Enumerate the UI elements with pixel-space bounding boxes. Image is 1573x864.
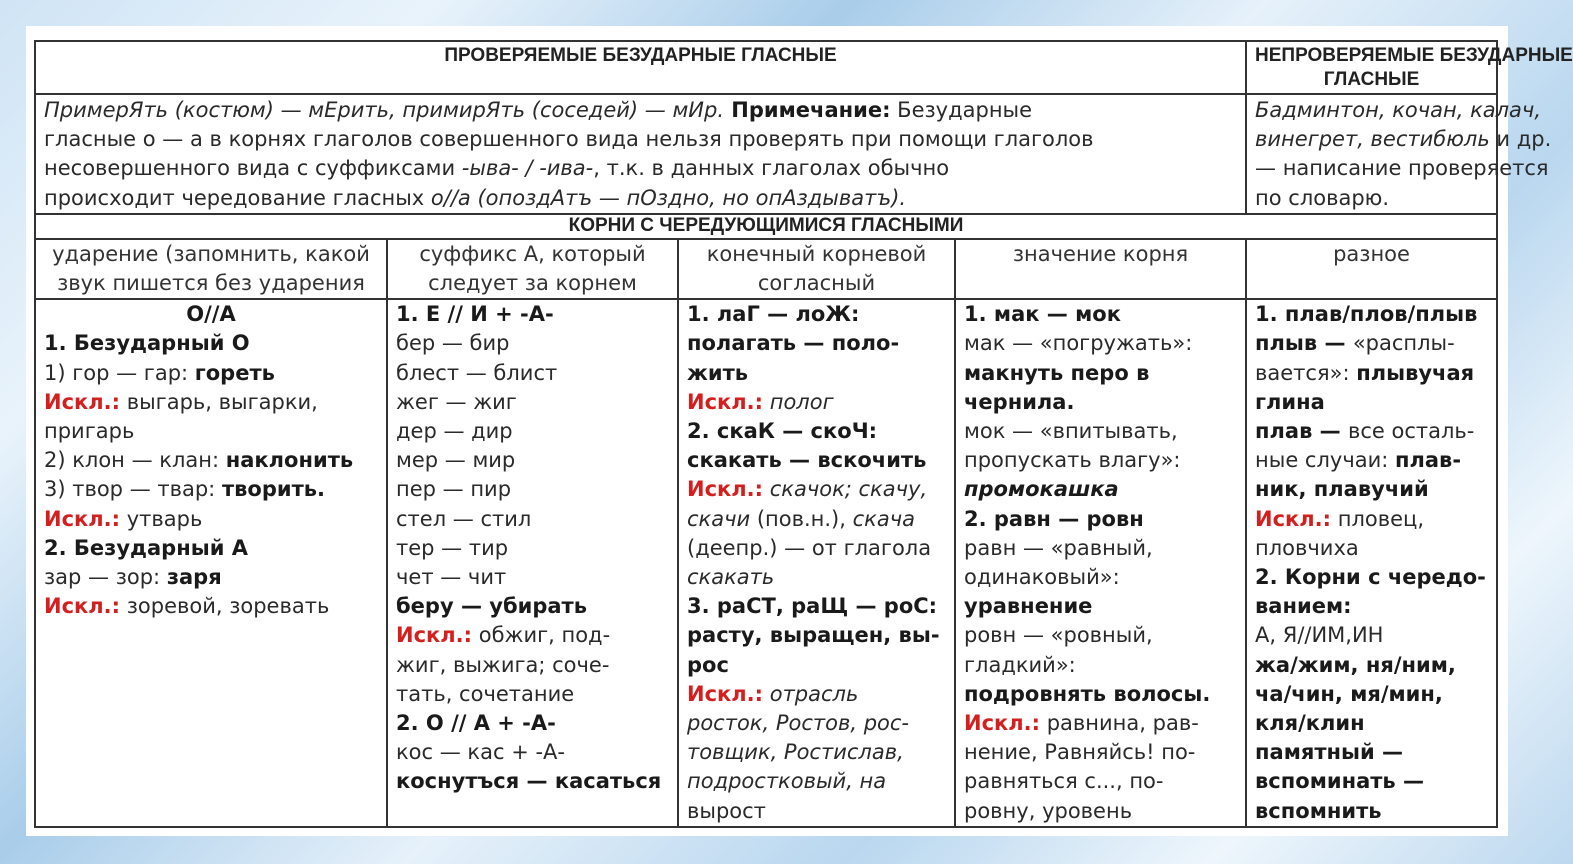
table-text: гладкий»:: [964, 652, 1076, 677]
table-text: одинаковый»:: [964, 565, 1120, 590]
root-pair: тер — тир: [396, 535, 509, 560]
table-text: 1. Е // И + -А-: [396, 302, 554, 327]
table-text: и др.: [1489, 127, 1552, 152]
table-text: вырост: [687, 798, 766, 823]
table-text: творить.: [221, 477, 325, 502]
table-text: скачи: [687, 506, 751, 531]
table-text: промокашка: [964, 477, 1119, 502]
table-text: ча/чин, мя/мин,: [1255, 681, 1443, 706]
table-text: 1. мак — мок: [964, 302, 1121, 327]
table-text: мок — «впитывать,: [964, 419, 1178, 444]
table-text: памятный —: [1255, 740, 1404, 765]
subheader-final-consonant: [678, 239, 955, 299]
root-pair: мер — мир: [396, 448, 516, 473]
table-text: ударение (запомнить, какой: [52, 241, 370, 266]
table-text: конечный корневой: [706, 241, 927, 266]
table-text: гореть: [194, 360, 275, 385]
table-text: кля/клин: [1255, 711, 1365, 736]
table-text: ГЛАСНЫЕ: [1323, 69, 1420, 90]
table-text: товщик, Ростислав,: [687, 740, 904, 765]
table-text: ник, плавучий: [1255, 477, 1429, 502]
table-text: О//А: [186, 302, 236, 327]
table-text: плав —: [1255, 419, 1348, 444]
column-suffix: [387, 299, 678, 827]
table-text: рос: [687, 652, 729, 677]
table-text: зар — зор:: [44, 565, 167, 590]
table-text: вспоминать —: [1255, 769, 1425, 794]
table-text: разное: [1333, 241, 1410, 266]
table-text: 1. плав/плов/плыв: [1255, 302, 1478, 327]
table-text: жиг, выжига; соче-: [396, 652, 610, 677]
table-text: — написание проверяется: [1255, 156, 1549, 181]
table-text: уравнение: [964, 594, 1093, 619]
table-text: по словарю.: [1255, 185, 1390, 210]
table-text: суффикс А, который: [419, 241, 646, 266]
table-text: подростковый, на: [687, 769, 887, 794]
table-text: плыв —: [1255, 331, 1353, 356]
table-text: «расплы-: [1352, 331, 1455, 356]
table-text: происходит чередование гласных: [44, 185, 431, 210]
table-text: обжиг, под-: [472, 623, 611, 648]
table-text: Искл.:: [44, 389, 121, 414]
table-text: скача: [852, 506, 915, 531]
root-pair: пер — пир: [396, 477, 512, 502]
table-text: коснутъся — касаться: [396, 769, 662, 794]
header-uncheckable: [1246, 41, 1573, 94]
subheader-stress: [35, 239, 387, 299]
table-text: 1. лаГ — лоЖ:: [687, 302, 860, 327]
table-text: макнуть перо в: [964, 360, 1150, 385]
table-text: 2. Безударный А: [44, 535, 248, 560]
subheader-root-meaning: [955, 239, 1246, 299]
table-text: кос — кас + -А-: [396, 740, 565, 765]
table-text: росток, Ростов, рос-: [687, 711, 910, 736]
table-text: 2. равн — ровн: [964, 506, 1144, 531]
table-text: Примечание:: [724, 98, 891, 122]
root-pair: стел — стил: [396, 506, 532, 531]
subheader-suffix: [387, 239, 678, 299]
table-text: наклонить: [225, 448, 354, 473]
table-text: о//а (опоздАтъ — пОздно, но опАздыватъ).: [430, 185, 907, 210]
table-text: ные случаи:: [1255, 448, 1395, 473]
column-root-meaning: [955, 299, 1246, 827]
table-text: Искл.:: [44, 594, 121, 619]
checkable-description: [35, 94, 1246, 214]
table-text: Искл.:: [396, 623, 473, 648]
table-text: Безударные: [890, 98, 1033, 122]
table-text: полог: [763, 389, 834, 414]
table-text: плывучая: [1356, 360, 1475, 385]
table-text: КОРНИ С ЧЕРЕДУЮЩИМИСЯ ГЛАСНЫМИ: [568, 214, 964, 236]
table-text: мак — «погружать»:: [964, 331, 1193, 356]
table-text: пловчиха: [1255, 535, 1359, 560]
table-text: нение, Равняйсь! по-: [964, 740, 1196, 765]
header-checkable: [35, 41, 1246, 94]
table-text: , т.к. в данных глаголах обычно: [593, 156, 950, 181]
table-text: пловец,: [1331, 506, 1425, 531]
table-text: пропускать влагу»:: [964, 448, 1181, 473]
table-text: равн — «равный,: [964, 535, 1153, 560]
root-pair: блест — блист: [396, 360, 558, 385]
table-text: 1. Безударный О: [44, 331, 250, 356]
table-text: вается»:: [1255, 360, 1357, 385]
table-text: Искл.:: [687, 477, 764, 502]
table-text: значение корня: [1012, 241, 1189, 266]
table-text: Искл.:: [1255, 506, 1332, 531]
table-text: согласный: [757, 271, 876, 296]
table-text: 2) клон — клан:: [44, 448, 226, 473]
table-text: (пов.н.),: [750, 506, 853, 531]
column-final-consonant: [678, 299, 955, 827]
table-text: Бадминтон, кочан, калач,: [1255, 98, 1542, 122]
table-text: (деепр.) — от глагола: [687, 535, 932, 560]
table-text: жа/жим, ня/ним,: [1255, 652, 1456, 677]
table-text: глина: [1255, 389, 1325, 414]
table-text: Искл.:: [687, 681, 764, 706]
table-text: скакать — вскочить: [687, 448, 927, 473]
table-text: отрасль: [763, 681, 859, 706]
table-text: жить: [687, 360, 749, 385]
table-text: расту, выращен, вы-: [687, 623, 940, 648]
table-text: -ыва- / -ива-: [461, 156, 594, 181]
table-text: ПРОВЕРЯЕМЫЕ БЕЗУДАРНЫЕ ГЛАСНЫЕ: [444, 45, 837, 66]
table-text: равнина, рав-: [1040, 711, 1199, 736]
table-text: ровну, уровень: [964, 798, 1133, 823]
root-pair: дер — дир: [396, 419, 513, 444]
table-text: 2. скаК — скоЧ:: [687, 419, 878, 444]
vowels-rules-table: [34, 40, 1573, 828]
table-text: подровнять волосы.: [964, 681, 1211, 706]
table-text: чернила.: [964, 389, 1075, 414]
table-text: 1) гор — гар:: [44, 360, 195, 385]
table-text: Искл.:: [687, 389, 764, 414]
root-pair: бер — бир: [396, 331, 510, 356]
table-text: скачок; скачу,: [763, 477, 928, 502]
table-text: винегрет, вестибюль: [1255, 127, 1490, 152]
column-stress: [35, 299, 387, 827]
table-text: полагать — поло-: [687, 331, 900, 356]
table-text: утварь: [120, 506, 203, 531]
table-text: 2. О // А + -А-: [396, 711, 556, 736]
table-text: тать, сочетание: [396, 681, 575, 706]
table-text: ПримерЯть (костюм) — мЕрить, примирЯть (соседей) — мИр.: [44, 98, 724, 122]
root-pair: жег — жиг: [396, 389, 517, 414]
table-text: выгарь, выгарки,: [120, 389, 318, 414]
table-text: А, Я//ИМ,ИН: [1255, 623, 1384, 648]
uncheckable-description: [1246, 94, 1552, 214]
table-text: НЕПРОВЕРЯЕМЫЕ БЕЗУДАРНЫЕ: [1255, 45, 1573, 66]
table-text: ровн — «ровный,: [964, 623, 1153, 648]
root-pair: чет — чит: [396, 565, 507, 590]
table-text: несовершенного вида с суффиксами: [44, 156, 462, 181]
table-text: звук пишется без ударения: [57, 271, 365, 296]
column-miscellaneous: [1246, 299, 1497, 827]
table-text: ванием:: [1255, 594, 1352, 619]
table-text: зоревой, зоревать: [120, 594, 330, 619]
table-text: 3. раСТ, раЩ — роС:: [687, 594, 938, 619]
table-text: Искл.:: [964, 711, 1041, 736]
table-text: все осталь-: [1348, 419, 1475, 444]
table-text: пригарь: [44, 419, 135, 444]
table-text: вспомнить: [1255, 798, 1382, 823]
table-text: беру — убирать: [396, 594, 587, 619]
header-alternating-roots: [35, 214, 1497, 239]
table-text: заря: [166, 565, 222, 590]
table-text: следует за корнем: [428, 271, 637, 296]
table-text: 3) твор — твар:: [44, 477, 222, 502]
table-text: плав-: [1395, 448, 1462, 473]
table-text: равняться с..., по-: [964, 769, 1164, 794]
subheader-miscellaneous: [1246, 239, 1497, 299]
content-frame: [26, 26, 1573, 836]
table-text: гласные о — а в корнях глаголов совершенного вида нельзя проверять при помощи глаголов: [44, 127, 1094, 152]
table-text: 2. Корни с чередо-: [1255, 565, 1486, 590]
table-text: Искл.:: [44, 506, 121, 531]
table-text: скакать: [687, 565, 775, 590]
